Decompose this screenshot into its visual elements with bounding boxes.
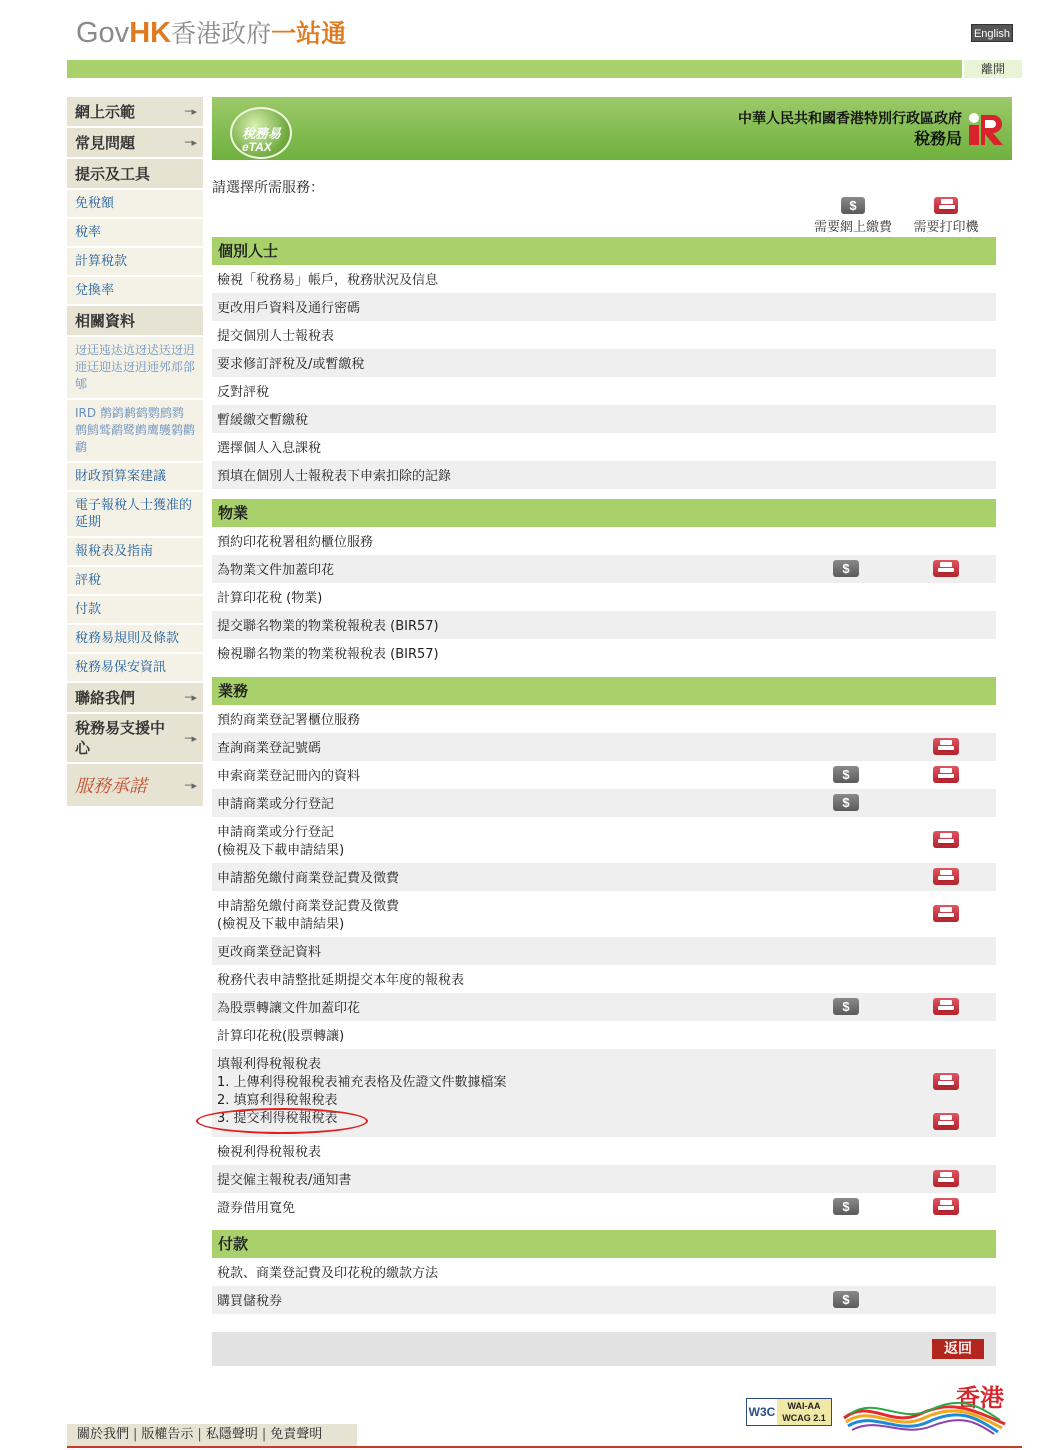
logout-button[interactable]: 離開 [962, 60, 1022, 78]
list-item-label[interactable]: 計算印花稅 (物業) [217, 591, 323, 606]
sidebar [67, 97, 203, 806]
list-item-line: 申請豁免繳付商業登記費及徵費 [217, 899, 400, 914]
list-item-label[interactable]: 稅款、商業登記費及印花稅的繳款方法 [217, 1266, 439, 1281]
logo-gov-text: Gov [76, 17, 130, 49]
list-item[interactable] [212, 611, 996, 639]
list-item[interactable] [212, 639, 996, 667]
list-item[interactable] [212, 555, 996, 583]
legend-payment [803, 197, 903, 235]
dollar-icon: $ [833, 560, 859, 577]
section-property-heading: 物業 [212, 499, 996, 527]
dollar-icon: $ [841, 197, 865, 214]
section-individual-heading: 個別人士 [212, 237, 996, 265]
printer-icon [933, 766, 959, 783]
section-business-heading: 業務 [212, 677, 996, 705]
list-item-label[interactable]: 提交個別人士報稅表 [217, 329, 335, 344]
list-item-label[interactable]: 提交僱主報稅表/通知書 [217, 1173, 352, 1188]
sidebar-link-assessment[interactable]: 評稅 [67, 567, 203, 596]
sidebar-item-label: 提示及工具 [75, 165, 151, 183]
etax-logo [220, 101, 300, 157]
dollar-icon: $ [833, 794, 859, 811]
list-item[interactable] [212, 863, 996, 891]
wcag-version-text: WCAG 2.1 [782, 1413, 826, 1423]
list-item-label[interactable]: 檢視「稅務易」帳戶，稅務狀況及信息 [217, 273, 439, 288]
printer-icon [933, 1170, 959, 1187]
logo-zh-accent-text: 一站通 [271, 19, 347, 48]
logo-zh-text: 香港政府 [171, 19, 272, 48]
list-item[interactable] [212, 1165, 996, 1193]
sidebar-link-e-filing-extension[interactable]: 電子報稅人士獲准的延期 [67, 492, 203, 538]
list-item-label[interactable]: 申請豁免繳付商業登記費及徵費 [217, 871, 400, 886]
sub-item-submit-return[interactable]: 3. 提交利得稅報稅表 [217, 1111, 338, 1126]
top-green-bar [67, 60, 1022, 78]
list-item-line: 申請商業或分行登記 [217, 825, 335, 840]
back-button[interactable]: 返回 [932, 1339, 984, 1359]
wcag-badge[interactable] [746, 1398, 832, 1426]
list-item[interactable] [212, 461, 996, 489]
highlight-ellipse [196, 1108, 368, 1134]
list-item[interactable] [212, 265, 996, 293]
sidebar-link-tax-rates[interactable]: 稅率 [67, 219, 203, 248]
list-item[interactable] [212, 1286, 996, 1314]
back-bar [212, 1332, 996, 1366]
sidebar-item-label: 稅務易支援中心 [75, 719, 166, 757]
footer-link-about-us[interactable]: 關於我們 [77, 1427, 130, 1442]
list-item[interactable] [212, 891, 996, 937]
list-item-line: (檢視及下載申請結果) [217, 843, 345, 858]
printer-icon [933, 868, 959, 885]
list-item-label[interactable]: 暫緩繳交暫繳稅 [217, 413, 309, 428]
list-item-label[interactable]: 選擇個人入息課稅 [217, 441, 322, 456]
brand-hong-kong-logo [840, 1378, 1010, 1436]
legend-printer [896, 197, 996, 235]
list-item[interactable] [212, 993, 996, 1021]
list-item[interactable] [212, 1137, 996, 1165]
sidebar-link-exchange-rates[interactable]: 兌換率 [67, 277, 203, 306]
english-language-button[interactable]: English [971, 24, 1013, 42]
sidebar-item-label: 常見問題 [75, 134, 136, 152]
list-item-label[interactable]: 提交聯名物業的物業稅報稅表 (BIR57) [217, 619, 439, 634]
list-item-label[interactable] [217, 898, 399, 934]
sidebar-item-label: 網上示範 [75, 103, 136, 121]
list-item[interactable] [212, 789, 996, 817]
arrow-right-icon: ─▸ [184, 105, 197, 118]
profits-tax-heading: 填報利得稅報稅表 [217, 1057, 322, 1072]
sidebar-link-payment[interactable]: 付款 [67, 596, 203, 625]
footer-link-privacy[interactable]: 私隱聲明 [205, 1427, 258, 1442]
list-item-label[interactable]: 預填在個別人士報稅表下申索扣除的記錄 [217, 469, 452, 484]
list-item-label[interactable]: 要求修訂評稅及/或暫繳稅 [217, 357, 365, 372]
logo-hk-text: HK [129, 17, 172, 49]
wcag-level [777, 1399, 831, 1425]
list-item-label[interactable]: 申請商業或分行登記 [217, 797, 335, 812]
w3c-logo: W3C [747, 1399, 777, 1425]
legend-printer-label: 需要打印機 [913, 220, 979, 235]
sidebar-heading-tips-tools [67, 159, 203, 190]
list-item-label[interactable]: 申索商業登記冊內的資料 [217, 769, 361, 784]
printer-icon [933, 1113, 959, 1130]
list-item[interactable] [212, 733, 996, 761]
brand-hong-kong-text: 香港 [956, 1384, 1004, 1412]
service-prompt: 請選擇所需服務： [212, 180, 324, 196]
sidebar-link-returns-guides[interactable]: 報稅表及指南 [67, 538, 203, 567]
list-item[interactable] [212, 705, 996, 733]
etax-logo-en: eTAX [242, 140, 272, 154]
printer-icon [933, 998, 959, 1015]
list-item[interactable] [212, 293, 996, 321]
list-item-label[interactable]: 更改商業登記資料 [217, 945, 322, 960]
printer-icon [933, 905, 959, 922]
department-name: 稅務局 [913, 129, 962, 148]
list-item-label[interactable]: 預約商業登記署櫃位服務 [217, 713, 361, 728]
list-item-label[interactable] [217, 824, 344, 860]
sidebar-item-label: 相關資料 [75, 312, 136, 330]
footer-link-copyright[interactable]: 版權告示 [141, 1427, 194, 1442]
sidebar-link-budget-proposals[interactable]: 財政預算案建議 [67, 463, 203, 492]
printer-icon [934, 197, 958, 214]
footer-links [67, 1424, 357, 1446]
dragon-ribbon-icon [840, 1378, 1010, 1436]
printer-icon [933, 1073, 959, 1090]
sidebar-link-terms[interactable]: 稅務易規則及條款 [67, 625, 203, 654]
government-name: 中華人民共和國香港特別行政區政府 [738, 111, 962, 127]
list-item-label[interactable]: 為物業文件加蓋印花 [217, 563, 335, 578]
sidebar-item-faq[interactable] [67, 128, 203, 159]
footer-link-disclaimer[interactable]: 免責聲明 [270, 1427, 323, 1442]
section-payment-heading: 付款 [212, 1230, 996, 1258]
list-item[interactable] [212, 527, 996, 555]
arrow-right-icon: ─▸ [184, 691, 197, 704]
dollar-icon: $ [833, 766, 859, 783]
sidebar-link-garbled-2[interactable]: IRD 鹡鹢鹣鹤鹦鹧鹨鹩鹪鹫鹬鹭鹯鹰鹱鹲鹳鹴 [67, 400, 203, 463]
list-item[interactable] [212, 433, 996, 461]
printer-icon [933, 560, 959, 577]
sidebar-link-allowances[interactable]: 免稅額 [67, 190, 203, 219]
list-item-label[interactable]: 查詢商業登記號碼 [217, 741, 322, 756]
list-item[interactable] [212, 377, 996, 405]
sub-item-upload-supplementary[interactable]: 1. 上傳利得稅報稅表補充表格及佐證文件數據檔案 [217, 1075, 507, 1090]
arrow-right-icon: ─▸ [184, 778, 197, 792]
list-item[interactable] [212, 405, 996, 433]
footer-separator: | [261, 1427, 267, 1442]
sidebar-item-contact-us[interactable] [67, 683, 203, 714]
list-item[interactable] [212, 321, 996, 349]
dollar-icon: $ [833, 1198, 859, 1215]
sidebar-item-online-demo[interactable] [67, 97, 203, 128]
list-item[interactable] [212, 761, 996, 789]
list-item-label[interactable]: 更改用戶資料及通行密碼 [217, 301, 361, 316]
sidebar-item-support-centre[interactable] [67, 714, 203, 764]
list-item-label[interactable]: 檢視聯名物業的物業稅報稅表 (BIR57) [217, 647, 439, 662]
list-item-label[interactable]: 購買儲稅券 [217, 1294, 283, 1309]
sidebar-link-garbled-1[interactable]: 迓迋迍迏迒迓迖迗迓迌迊迋迎迏迓迌迊邜邟郃郇 [67, 337, 203, 400]
printer-icon [933, 831, 959, 848]
list-item-label[interactable]: 為股票轉讓文件加蓋印花 [217, 1001, 361, 1016]
list-item-label[interactable]: 證券借用寬免 [217, 1201, 296, 1216]
list-item[interactable] [212, 817, 996, 863]
list-item-label[interactable]: 計算印花稅(股票轉讓) [217, 1029, 345, 1044]
list-item[interactable] [212, 937, 996, 965]
sidebar-link-tax-calculator[interactable]: 計算稅款 [67, 248, 203, 277]
sidebar-item-performance-pledge[interactable] [67, 764, 203, 806]
list-item[interactable] [212, 1021, 996, 1049]
list-item[interactable] [212, 1193, 996, 1221]
performance-pledge-logo: 服務承諾 [75, 776, 147, 797]
sidebar-link-security[interactable]: 稅務易保安資訊 [67, 654, 203, 683]
arrow-right-icon: ─▸ [184, 731, 197, 745]
sub-item-fill-return[interactable]: 2. 填寫利得稅報稅表 [217, 1093, 338, 1108]
sidebar-heading-related-info [67, 306, 203, 337]
arrow-right-icon: ─▸ [184, 136, 197, 149]
footer-red-line [67, 1446, 1022, 1448]
list-item[interactable] [212, 583, 996, 611]
dollar-icon: $ [833, 1291, 859, 1308]
list-item-label[interactable]: 檢視利得稅報稅表 [217, 1145, 322, 1160]
ird-logo-icon [966, 110, 1006, 148]
list-item-line: (檢視及下載申請結果) [217, 917, 345, 932]
ird-department-name [738, 109, 962, 149]
footer-separator: | [133, 1427, 138, 1442]
wcag-level-text: WAI-AA [787, 1401, 821, 1411]
sidebar-item-label: 聯絡我們 [75, 689, 136, 707]
dollar-icon: $ [833, 998, 859, 1015]
etax-banner [212, 97, 1012, 160]
govhk-logo[interactable] [76, 14, 346, 50]
footer-separator: | [197, 1427, 202, 1442]
list-item[interactable] [212, 1258, 996, 1286]
etax-logo-zh: 稅務易 [242, 127, 282, 142]
main-content [212, 97, 1012, 1357]
list-item-label[interactable]: 預約印花稅署租約櫃位服務 [217, 535, 374, 550]
legend-payment-label: 需要網上繳費 [813, 220, 892, 235]
list-item-label[interactable]: 反對評稅 [217, 385, 270, 400]
printer-icon [933, 738, 959, 755]
list-item[interactable] [212, 965, 996, 993]
list-item[interactable] [212, 349, 996, 377]
printer-icon [933, 1198, 959, 1215]
list-item-label[interactable]: 稅務代表申請整批延期提交本年度的報稅表 [217, 973, 465, 988]
